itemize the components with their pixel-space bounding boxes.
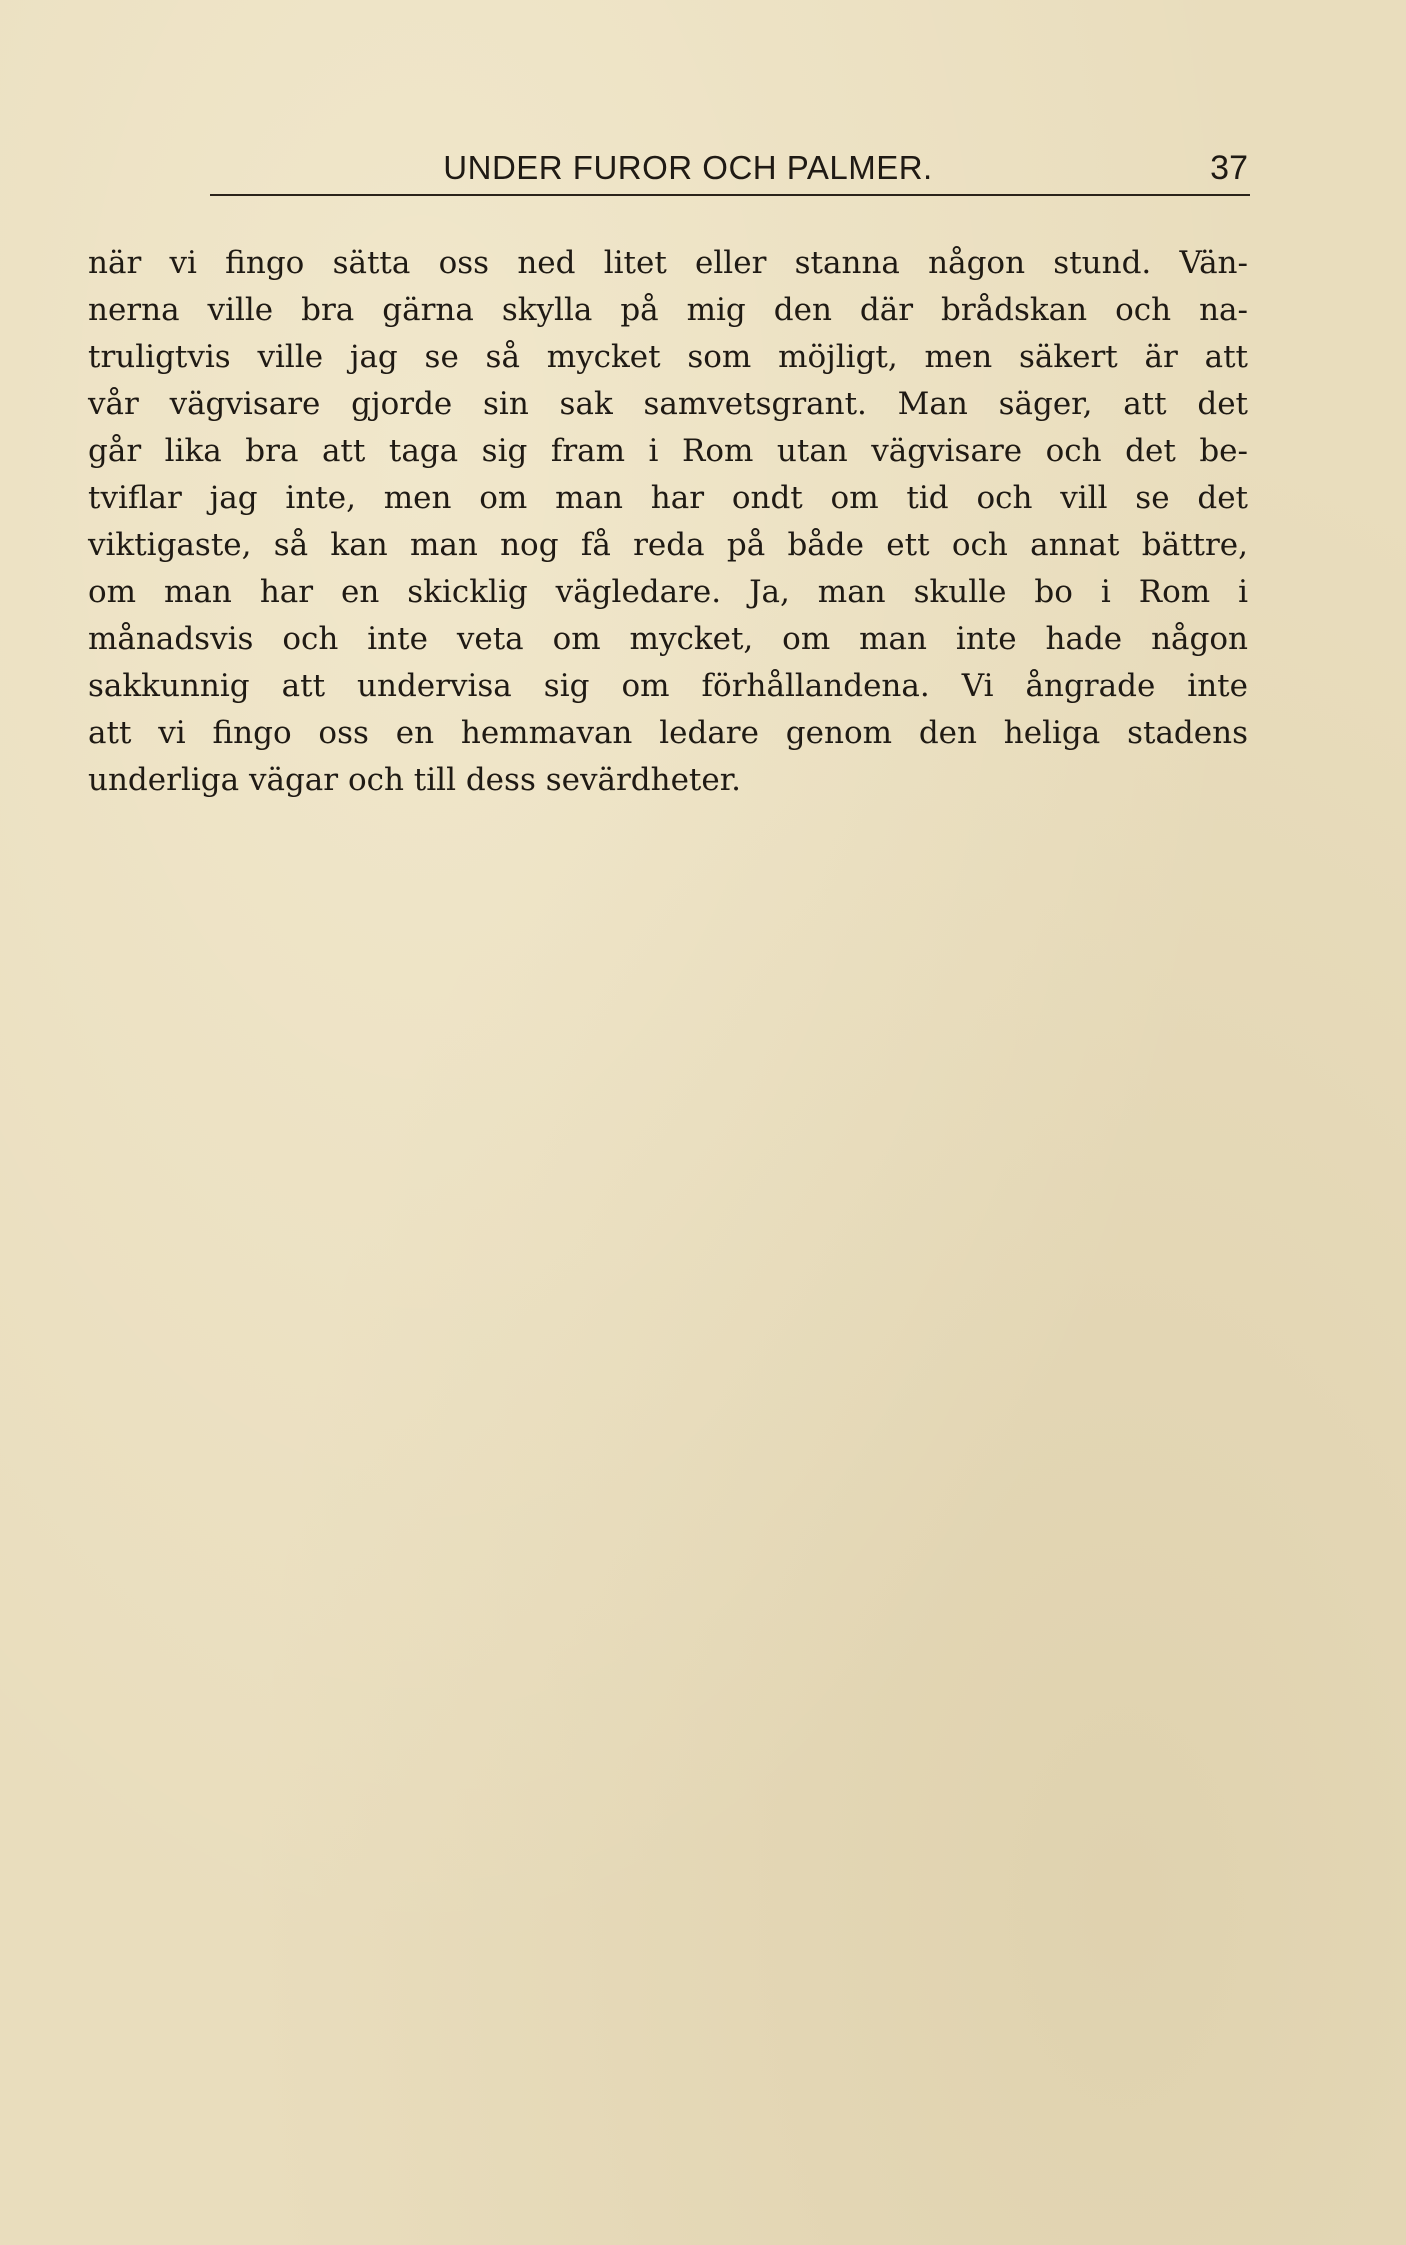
text-line: underliga vägar och till dess sevärdheter. bbox=[88, 762, 741, 798]
text-line: vår vägvisare gjorde sin sak samvetsgrant. Man säger, att det bbox=[88, 386, 1248, 422]
running-title: UNDER FUROR OCH PALMER. bbox=[443, 149, 933, 186]
text-line: truligtvis ville jag se så mycket som möjligt, men säkert är att bbox=[88, 339, 1248, 375]
text-line: tviflar jag inte, men om man har ondt om tid och vill se det bbox=[88, 480, 1248, 516]
header-rule bbox=[210, 194, 1250, 196]
page-number: 37 bbox=[1210, 149, 1248, 187]
text-line: månadsvis och inte veta om mycket, om man inte hade någon bbox=[88, 621, 1248, 657]
text-line: när vi fingo sätta oss ned litet eller stanna någon stund. Vän- bbox=[88, 245, 1248, 281]
text-line: att vi fingo oss en hemmavan ledare genom den heliga stadens bbox=[88, 715, 1248, 751]
body-paragraph bbox=[88, 240, 1248, 804]
text-line: går lika bra att taga sig fram i Rom utan vägvisare och det be- bbox=[88, 433, 1248, 469]
text-line: om man har en skicklig vägledare. Ja, man skulle bo i Rom i bbox=[88, 574, 1248, 610]
text-line: sakkunnig att undervisa sig om förhållandena. Vi ångrade inte bbox=[88, 668, 1248, 704]
text-line: viktigaste, så kan man nog få reda på både ett och annat bättre, bbox=[88, 527, 1248, 563]
running-head bbox=[88, 148, 1248, 188]
text-line: nerna ville bra gärna skylla på mig den där brådskan och na- bbox=[88, 292, 1248, 328]
